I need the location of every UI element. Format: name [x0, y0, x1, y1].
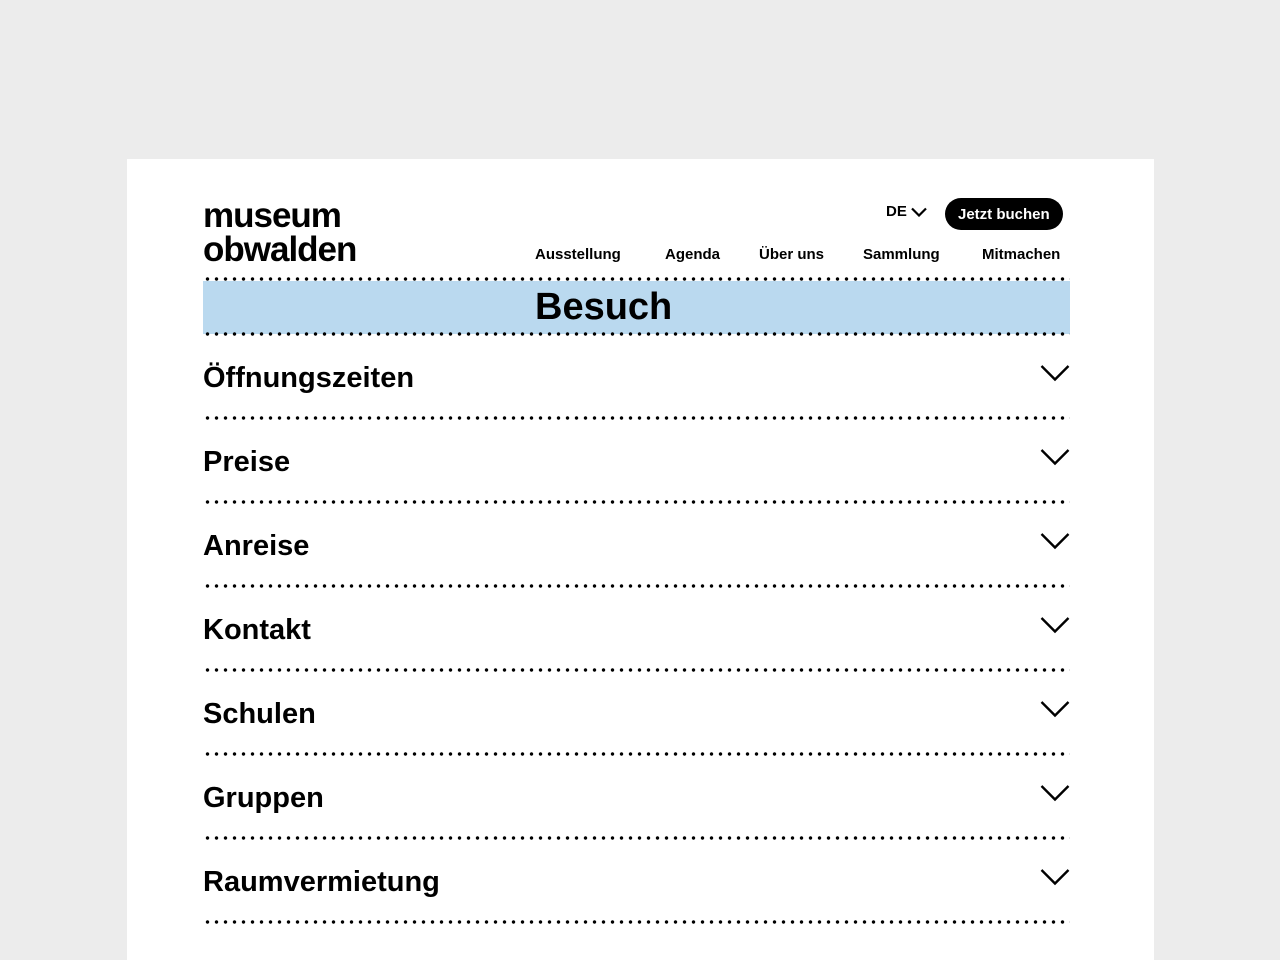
accordion-label: Kontakt	[203, 614, 311, 646]
main-nav	[203, 246, 1070, 268]
language-label: DE	[886, 203, 907, 220]
accordion-item-raumvermietung[interactable]	[203, 840, 1070, 924]
accordion-item-kontakt[interactable]	[203, 588, 1070, 672]
nav-item-agenda[interactable]: Agenda	[665, 246, 721, 263]
chevron-down-icon	[911, 207, 927, 217]
chevron-down-icon[interactable]	[1040, 868, 1070, 886]
accordion-item-preise[interactable]	[203, 420, 1070, 504]
logo-line-1: museum	[203, 196, 341, 235]
accordion-label: Preise	[203, 446, 291, 478]
nav-item-ausstellung[interactable]: Ausstellung	[535, 246, 621, 263]
chevron-down-icon[interactable]	[1040, 616, 1070, 634]
chevron-down-icon[interactable]	[1040, 448, 1070, 466]
logo-line-2: obwalden	[203, 230, 357, 269]
chevron-down-icon[interactable]	[1040, 364, 1070, 382]
accordion-item-gruppen[interactable]	[203, 756, 1070, 840]
chevron-down-icon[interactable]	[1040, 784, 1070, 802]
accordion-item-anreise[interactable]	[203, 504, 1070, 588]
page-title-banner	[203, 281, 1070, 334]
chevron-down-icon[interactable]	[1040, 532, 1070, 550]
dotted-divider	[203, 920, 1070, 924]
page-title: Besuch	[535, 286, 673, 328]
chevron-down-icon[interactable]	[1040, 700, 1070, 718]
nav-item-sammlung[interactable]: Sammlung	[863, 246, 940, 263]
book-now-button[interactable]: Jetzt buchen	[945, 198, 1063, 230]
accordion-item-schulen[interactable]	[203, 672, 1070, 756]
page-card	[127, 159, 1154, 960]
nav-item-mitmachen[interactable]: Mitmachen	[982, 246, 1061, 263]
accordion-label: Raumvermietung	[203, 866, 440, 898]
accordion-label: Öffnungszeiten	[203, 362, 415, 394]
nav-item-ueber-uns[interactable]: Über uns	[759, 246, 825, 263]
language-selector[interactable]	[886, 203, 927, 220]
accordion-item-oeffnungszeiten[interactable]	[203, 336, 1070, 420]
accordion-label: Schulen	[203, 698, 316, 730]
accordion-list	[203, 336, 1070, 924]
accordion-label: Gruppen	[203, 782, 324, 814]
accordion-label: Anreise	[203, 530, 310, 562]
